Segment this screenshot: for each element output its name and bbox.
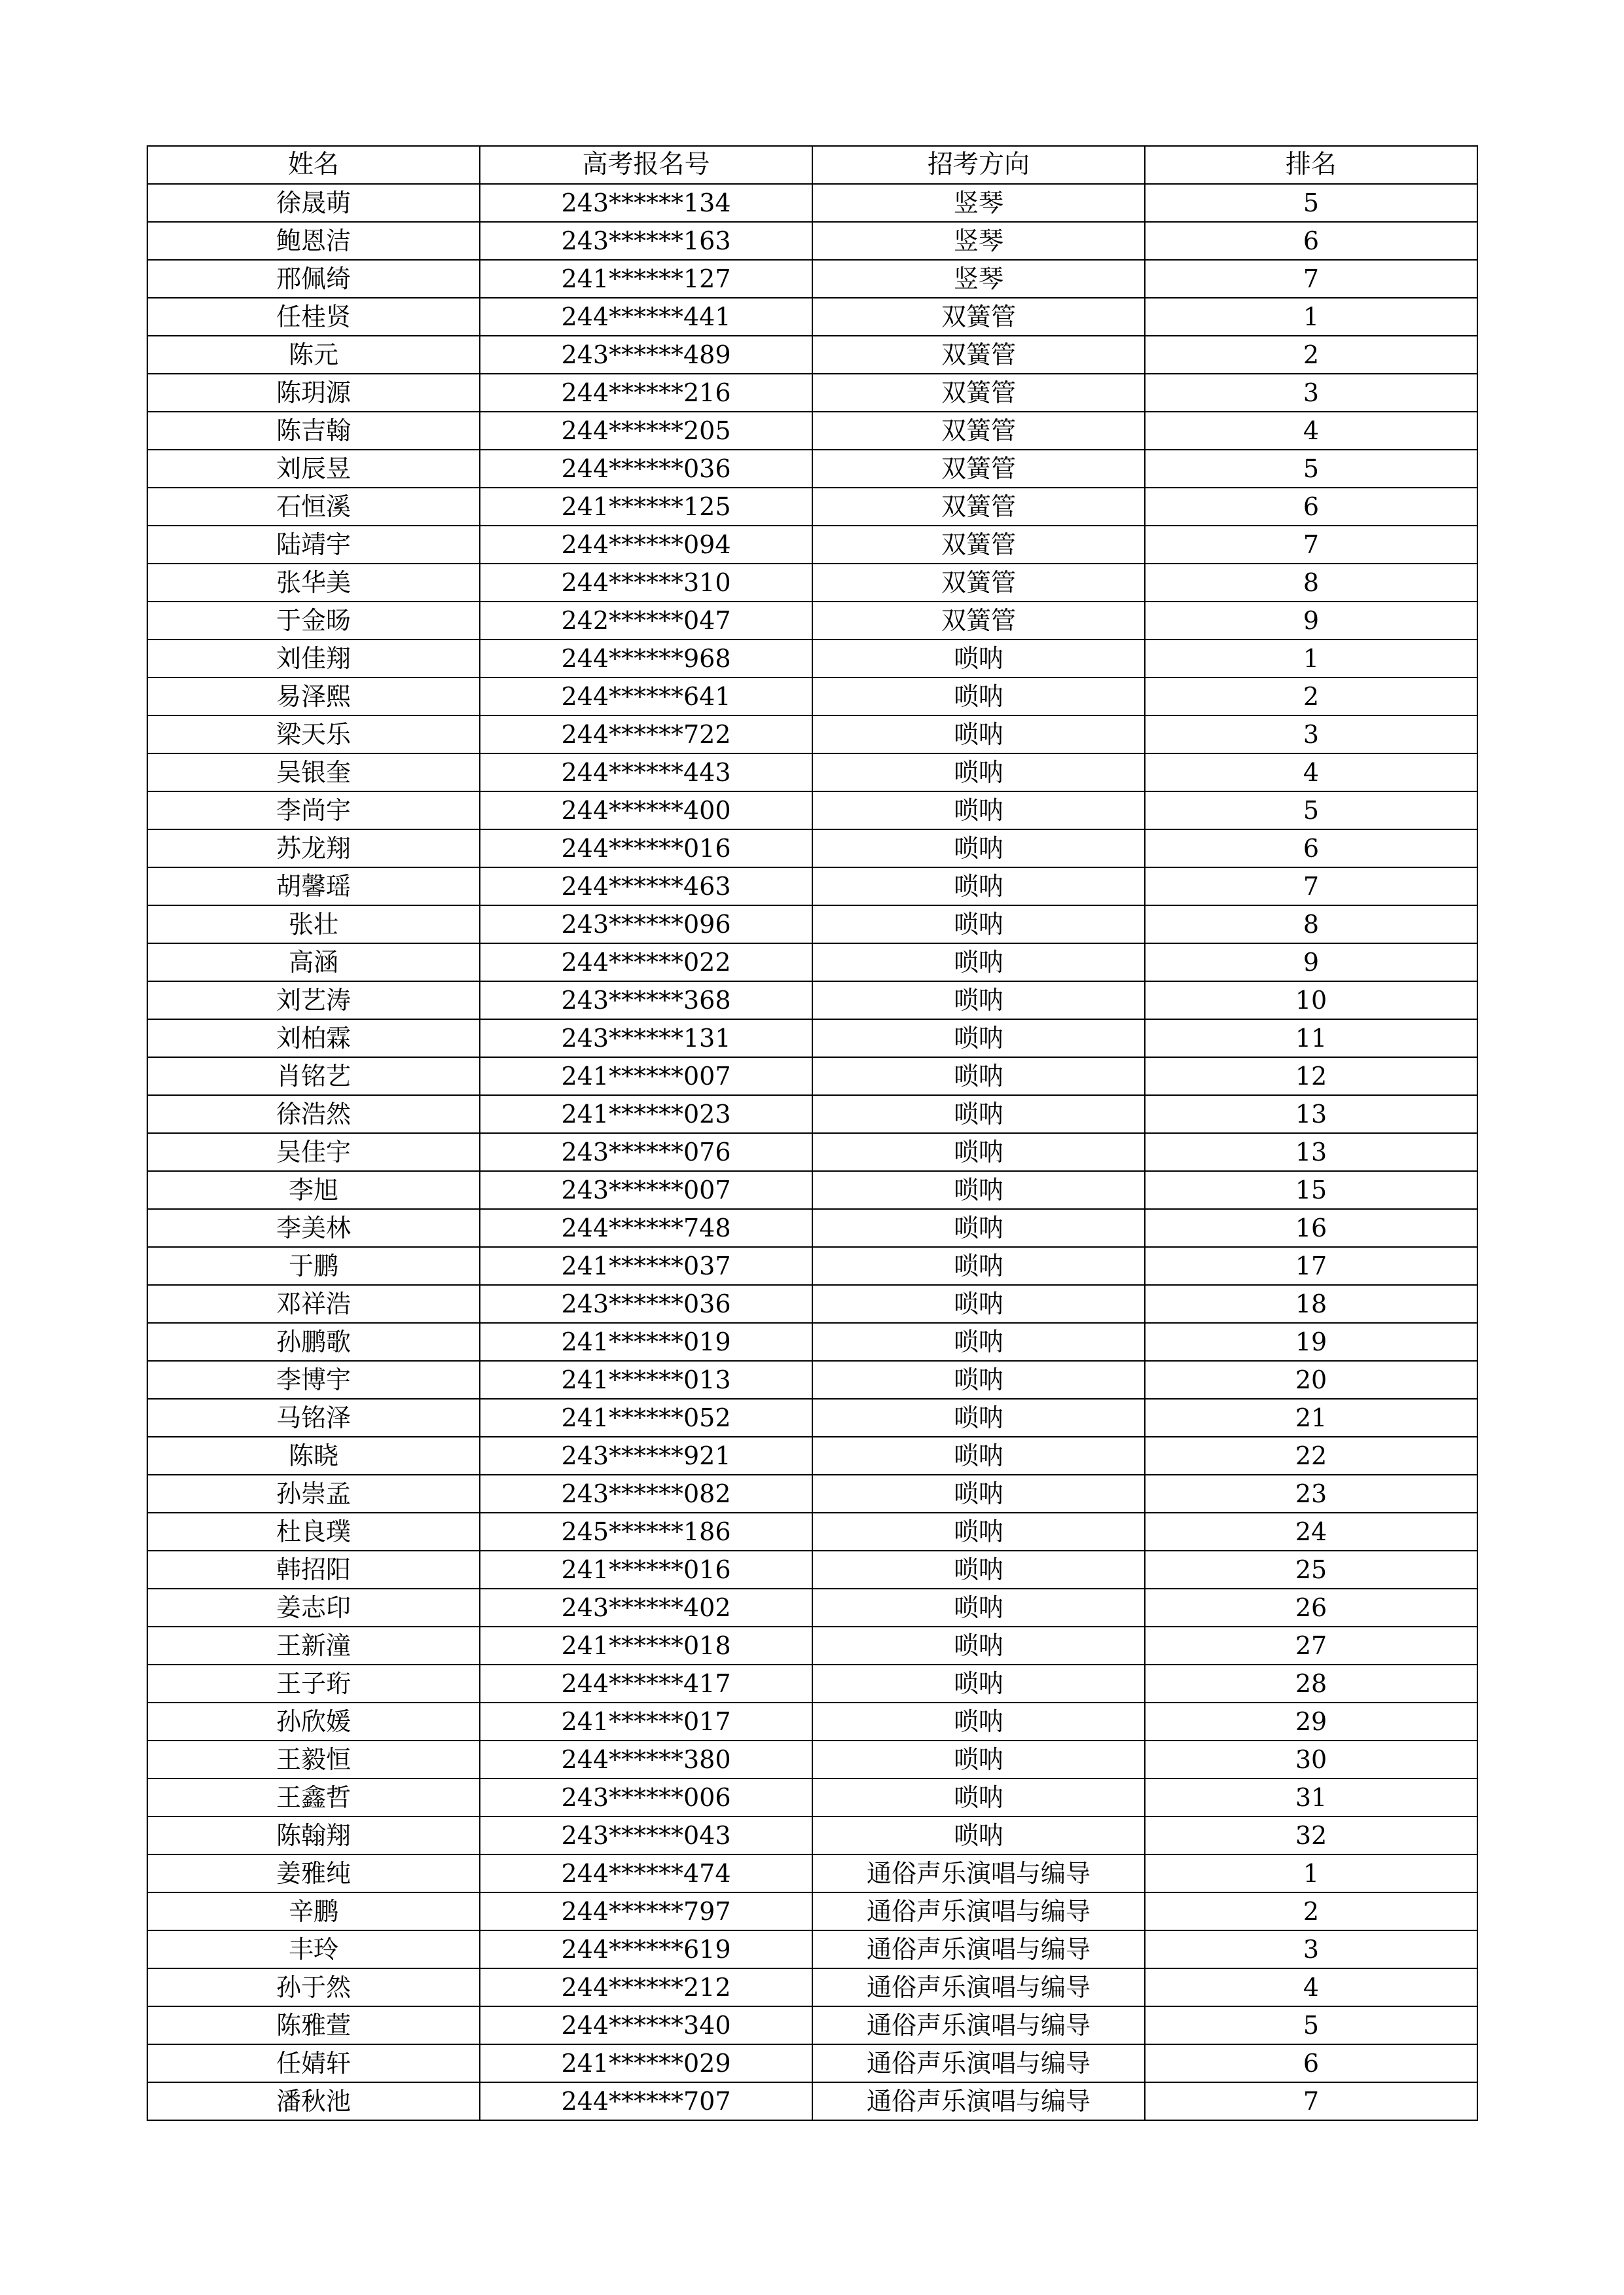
- cell-rank: 16: [1145, 1209, 1477, 1247]
- table-row: [147, 298, 1477, 336]
- cell-rank: 5: [1145, 2006, 1477, 2044]
- cell-direction: 通俗声乐演唱与编导: [812, 1854, 1145, 1892]
- cell-registration-number: 241******023: [480, 1095, 812, 1133]
- cell-registration-number: 245******186: [480, 1513, 812, 1551]
- cell-name: 韩招阳: [147, 1551, 480, 1589]
- cell-rank: 19: [1145, 1323, 1477, 1361]
- cell-direction: 唢呐: [812, 1816, 1145, 1854]
- table-row: [147, 1399, 1477, 1437]
- cell-rank: 2: [1145, 678, 1477, 715]
- cell-direction: 唢呐: [812, 1361, 1145, 1399]
- cell-registration-number: 244******417: [480, 1665, 812, 1703]
- cell-name: 陆靖宇: [147, 526, 480, 564]
- results-table: [147, 145, 1478, 2121]
- cell-rank: 17: [1145, 1247, 1477, 1285]
- cell-name: 于金旸: [147, 602, 480, 640]
- cell-name: 高涵: [147, 943, 480, 981]
- cell-direction: 唢呐: [812, 1703, 1145, 1741]
- cell-registration-number: 244******707: [480, 2082, 812, 2120]
- cell-registration-number: 241******125: [480, 488, 812, 526]
- cell-name: 易泽熙: [147, 678, 480, 715]
- cell-direction: 唢呐: [812, 1589, 1145, 1627]
- cell-registration-number: 244******722: [480, 715, 812, 753]
- table-row: [147, 1171, 1477, 1209]
- cell-direction: 唢呐: [812, 867, 1145, 905]
- cell-registration-number: 243******489: [480, 336, 812, 374]
- cell-rank: 15: [1145, 1171, 1477, 1209]
- cell-registration-number: 244******016: [480, 829, 812, 867]
- table-row: [147, 1133, 1477, 1171]
- cell-rank: 27: [1145, 1627, 1477, 1665]
- cell-name: 潘秋池: [147, 2082, 480, 2120]
- cell-direction: 唢呐: [812, 1285, 1145, 1323]
- cell-name: 孙欣媛: [147, 1703, 480, 1741]
- cell-rank: 6: [1145, 488, 1477, 526]
- cell-rank: 13: [1145, 1133, 1477, 1171]
- cell-registration-number: 244******474: [480, 1854, 812, 1892]
- cell-name: 陈玥源: [147, 374, 480, 412]
- cell-registration-number: 244******463: [480, 867, 812, 905]
- table-row: [147, 602, 1477, 640]
- cell-direction: 唢呐: [812, 1019, 1145, 1057]
- cell-rank: 20: [1145, 1361, 1477, 1399]
- cell-rank: 10: [1145, 981, 1477, 1019]
- cell-name: 陈雅萱: [147, 2006, 480, 2044]
- header-name: 姓名: [147, 146, 480, 184]
- cell-name: 徐浩然: [147, 1095, 480, 1133]
- table-row: [147, 1209, 1477, 1247]
- cell-name: 丰玲: [147, 1930, 480, 1968]
- cell-registration-number: 244******748: [480, 1209, 812, 1247]
- cell-rank: 1: [1145, 298, 1477, 336]
- cell-rank: 3: [1145, 715, 1477, 753]
- cell-name: 王毅恒: [147, 1741, 480, 1779]
- cell-name: 于鹏: [147, 1247, 480, 1285]
- cell-name: 陈翰翔: [147, 1816, 480, 1854]
- cell-registration-number: 244******310: [480, 564, 812, 602]
- table-row: [147, 867, 1477, 905]
- table-row: [147, 1475, 1477, 1513]
- cell-name: 马铭泽: [147, 1399, 480, 1437]
- table-row: [147, 564, 1477, 602]
- cell-registration-number: 244******022: [480, 943, 812, 981]
- cell-rank: 7: [1145, 867, 1477, 905]
- cell-registration-number: 243******921: [480, 1437, 812, 1475]
- table-row: [147, 791, 1477, 829]
- cell-rank: 28: [1145, 1665, 1477, 1703]
- cell-registration-number: 243******006: [480, 1779, 812, 1816]
- cell-rank: 9: [1145, 943, 1477, 981]
- cell-rank: 13: [1145, 1095, 1477, 1133]
- cell-rank: 31: [1145, 1779, 1477, 1816]
- cell-registration-number: 243******076: [480, 1133, 812, 1171]
- cell-registration-number: 244******443: [480, 753, 812, 791]
- table-row: [147, 943, 1477, 981]
- cell-name: 吴银奎: [147, 753, 480, 791]
- cell-registration-number: 244******441: [480, 298, 812, 336]
- cell-direction: 唢呐: [812, 981, 1145, 1019]
- cell-direction: 唢呐: [812, 1247, 1145, 1285]
- cell-registration-number: 244******797: [480, 1892, 812, 1930]
- header-rank: 排名: [1145, 146, 1477, 184]
- cell-name: 陈吉翰: [147, 412, 480, 450]
- cell-name: 姜志印: [147, 1589, 480, 1627]
- cell-direction: 竖琴: [812, 222, 1145, 260]
- table-row: [147, 488, 1477, 526]
- header-exam-registration-number: 高考报名号: [480, 146, 812, 184]
- cell-direction: 唢呐: [812, 1095, 1145, 1133]
- cell-rank: 25: [1145, 1551, 1477, 1589]
- table-row: [147, 1285, 1477, 1323]
- cell-registration-number: 243******036: [480, 1285, 812, 1323]
- cell-registration-number: 242******047: [480, 602, 812, 640]
- cell-registration-number: 243******043: [480, 1816, 812, 1854]
- table-row: [147, 753, 1477, 791]
- cell-direction: 双簧管: [812, 450, 1145, 488]
- table-row: [147, 640, 1477, 678]
- cell-direction: 通俗声乐演唱与编导: [812, 1968, 1145, 2006]
- cell-registration-number: 243******007: [480, 1171, 812, 1209]
- cell-name: 李美林: [147, 1209, 480, 1247]
- cell-rank: 9: [1145, 602, 1477, 640]
- cell-direction: 唢呐: [812, 943, 1145, 981]
- cell-name: 姜雅纯: [147, 1854, 480, 1892]
- cell-name: 鲍恩洁: [147, 222, 480, 260]
- table-row: [147, 526, 1477, 564]
- cell-rank: 12: [1145, 1057, 1477, 1095]
- table-row: [147, 1703, 1477, 1741]
- cell-registration-number: 244******619: [480, 1930, 812, 1968]
- cell-name: 孙于然: [147, 1968, 480, 2006]
- cell-registration-number: 244******340: [480, 2006, 812, 2044]
- cell-name: 刘柏霖: [147, 1019, 480, 1057]
- cell-name: 刘辰昱: [147, 450, 480, 488]
- cell-rank: 6: [1145, 829, 1477, 867]
- table-row: [147, 2044, 1477, 2082]
- cell-direction: 唢呐: [812, 1399, 1145, 1437]
- table-row: [147, 1741, 1477, 1779]
- cell-registration-number: 241******007: [480, 1057, 812, 1095]
- cell-rank: 3: [1145, 374, 1477, 412]
- cell-rank: 6: [1145, 2044, 1477, 2082]
- cell-direction: 唢呐: [812, 1665, 1145, 1703]
- cell-name: 李博宇: [147, 1361, 480, 1399]
- cell-direction: 唢呐: [812, 715, 1145, 753]
- cell-direction: 唢呐: [812, 1209, 1145, 1247]
- table-row: [147, 2006, 1477, 2044]
- cell-rank: 7: [1145, 260, 1477, 298]
- cell-registration-number: 241******029: [480, 2044, 812, 2082]
- table-row: [147, 1057, 1477, 1095]
- table-row: [147, 678, 1477, 715]
- table-row: [147, 222, 1477, 260]
- cell-rank: 5: [1145, 791, 1477, 829]
- cell-name: 刘佳翔: [147, 640, 480, 678]
- cell-direction: 双簧管: [812, 412, 1145, 450]
- cell-rank: 18: [1145, 1285, 1477, 1323]
- table-body: [147, 184, 1477, 2120]
- cell-registration-number: 241******019: [480, 1323, 812, 1361]
- cell-name: 吴佳宇: [147, 1133, 480, 1171]
- cell-registration-number: 241******013: [480, 1361, 812, 1399]
- cell-direction: 双簧管: [812, 526, 1145, 564]
- cell-registration-number: 241******052: [480, 1399, 812, 1437]
- cell-registration-number: 241******037: [480, 1247, 812, 1285]
- cell-direction: 唢呐: [812, 1171, 1145, 1209]
- cell-direction: 唢呐: [812, 1057, 1145, 1095]
- table-row: [147, 2082, 1477, 2120]
- cell-direction: 双簧管: [812, 564, 1145, 602]
- cell-name: 王鑫哲: [147, 1779, 480, 1816]
- cell-registration-number: 244******216: [480, 374, 812, 412]
- cell-name: 张华美: [147, 564, 480, 602]
- cell-rank: 7: [1145, 526, 1477, 564]
- table-row: [147, 1513, 1477, 1551]
- table-row: [147, 1627, 1477, 1665]
- cell-name: 胡馨瑶: [147, 867, 480, 905]
- table-header-row: [147, 146, 1477, 184]
- cell-registration-number: 241******017: [480, 1703, 812, 1741]
- table-row: [147, 1589, 1477, 1627]
- cell-registration-number: 244******205: [480, 412, 812, 450]
- cell-name: 任婧轩: [147, 2044, 480, 2082]
- cell-rank: 11: [1145, 1019, 1477, 1057]
- cell-rank: 23: [1145, 1475, 1477, 1513]
- table-row: [147, 1892, 1477, 1930]
- cell-direction: 唢呐: [812, 1133, 1145, 1171]
- table-row: [147, 184, 1477, 222]
- cell-name: 王子珩: [147, 1665, 480, 1703]
- cell-name: 任桂贤: [147, 298, 480, 336]
- cell-rank: 3: [1145, 1930, 1477, 1968]
- cell-direction: 通俗声乐演唱与编导: [812, 2006, 1145, 2044]
- cell-name: 肖铭艺: [147, 1057, 480, 1095]
- cell-direction: 唢呐: [812, 905, 1145, 943]
- cell-name: 徐晟萌: [147, 184, 480, 222]
- cell-registration-number: 244******094: [480, 526, 812, 564]
- cell-rank: 30: [1145, 1741, 1477, 1779]
- cell-direction: 唢呐: [812, 829, 1145, 867]
- table-row: [147, 715, 1477, 753]
- table-row: [147, 1968, 1477, 2006]
- cell-registration-number: 244******641: [480, 678, 812, 715]
- table-row: [147, 1095, 1477, 1133]
- cell-rank: 4: [1145, 753, 1477, 791]
- cell-registration-number: 244******380: [480, 1741, 812, 1779]
- table-row: [147, 1930, 1477, 1968]
- cell-direction: 双簧管: [812, 602, 1145, 640]
- table-row: [147, 1816, 1477, 1854]
- cell-direction: 唢呐: [812, 753, 1145, 791]
- cell-name: 邓祥浩: [147, 1285, 480, 1323]
- table-row: [147, 260, 1477, 298]
- cell-direction: 双簧管: [812, 298, 1145, 336]
- cell-direction: 通俗声乐演唱与编导: [812, 1892, 1145, 1930]
- cell-rank: 24: [1145, 1513, 1477, 1551]
- cell-rank: 22: [1145, 1437, 1477, 1475]
- cell-direction: 双簧管: [812, 374, 1145, 412]
- table-row: [147, 1361, 1477, 1399]
- cell-direction: 通俗声乐演唱与编导: [812, 1930, 1145, 1968]
- cell-direction: 唢呐: [812, 1627, 1145, 1665]
- cell-name: 刘艺涛: [147, 981, 480, 1019]
- table-row: [147, 1323, 1477, 1361]
- table-row: [147, 905, 1477, 943]
- cell-rank: 5: [1145, 450, 1477, 488]
- cell-registration-number: 244******400: [480, 791, 812, 829]
- cell-registration-number: 241******018: [480, 1627, 812, 1665]
- cell-registration-number: 244******036: [480, 450, 812, 488]
- cell-registration-number: 244******212: [480, 1968, 812, 2006]
- table-row: [147, 1019, 1477, 1057]
- cell-direction: 唢呐: [812, 1437, 1145, 1475]
- cell-rank: 6: [1145, 222, 1477, 260]
- cell-name: 孙崇孟: [147, 1475, 480, 1513]
- table-row: [147, 450, 1477, 488]
- cell-rank: 32: [1145, 1816, 1477, 1854]
- cell-direction: 通俗声乐演唱与编导: [812, 2044, 1145, 2082]
- cell-name: 邢佩绮: [147, 260, 480, 298]
- cell-direction: 唢呐: [812, 1779, 1145, 1816]
- cell-name: 石恒溪: [147, 488, 480, 526]
- cell-rank: 4: [1145, 1968, 1477, 2006]
- cell-direction: 唢呐: [812, 678, 1145, 715]
- cell-registration-number: 243******082: [480, 1475, 812, 1513]
- table-row: [147, 1551, 1477, 1589]
- cell-rank: 2: [1145, 336, 1477, 374]
- cell-registration-number: 243******131: [480, 1019, 812, 1057]
- table-row: [147, 829, 1477, 867]
- table-row: [147, 1437, 1477, 1475]
- cell-direction: 唢呐: [812, 1513, 1145, 1551]
- cell-direction: 唢呐: [812, 1741, 1145, 1779]
- cell-registration-number: 241******016: [480, 1551, 812, 1589]
- cell-registration-number: 241******127: [480, 260, 812, 298]
- cell-direction: 双簧管: [812, 336, 1145, 374]
- cell-rank: 4: [1145, 412, 1477, 450]
- cell-direction: 双簧管: [812, 488, 1145, 526]
- cell-rank: 2: [1145, 1892, 1477, 1930]
- cell-name: 辛鹏: [147, 1892, 480, 1930]
- cell-name: 梁天乐: [147, 715, 480, 753]
- cell-registration-number: 244******968: [480, 640, 812, 678]
- cell-direction: 通俗声乐演唱与编导: [812, 2082, 1145, 2120]
- cell-name: 陈元: [147, 336, 480, 374]
- cell-direction: 唢呐: [812, 640, 1145, 678]
- cell-direction: 唢呐: [812, 791, 1145, 829]
- header-admission-direction: 招考方向: [812, 146, 1145, 184]
- cell-name: 李尚宇: [147, 791, 480, 829]
- cell-direction: 唢呐: [812, 1475, 1145, 1513]
- cell-registration-number: 243******402: [480, 1589, 812, 1627]
- table-row: [147, 1779, 1477, 1816]
- cell-name: 杜良璞: [147, 1513, 480, 1551]
- table-row: [147, 412, 1477, 450]
- cell-rank: 26: [1145, 1589, 1477, 1627]
- cell-direction: 竖琴: [812, 184, 1145, 222]
- cell-rank: 7: [1145, 2082, 1477, 2120]
- cell-rank: 5: [1145, 184, 1477, 222]
- cell-rank: 8: [1145, 564, 1477, 602]
- cell-registration-number: 243******096: [480, 905, 812, 943]
- cell-direction: 唢呐: [812, 1551, 1145, 1589]
- table-row: [147, 336, 1477, 374]
- cell-name: 张壮: [147, 905, 480, 943]
- table-row: [147, 981, 1477, 1019]
- cell-name: 陈晓: [147, 1437, 480, 1475]
- cell-name: 李旭: [147, 1171, 480, 1209]
- cell-name: 苏龙翔: [147, 829, 480, 867]
- cell-rank: 29: [1145, 1703, 1477, 1741]
- cell-name: 孙鹏歌: [147, 1323, 480, 1361]
- cell-rank: 1: [1145, 1854, 1477, 1892]
- table-row: [147, 1247, 1477, 1285]
- table-row: [147, 374, 1477, 412]
- cell-rank: 8: [1145, 905, 1477, 943]
- cell-rank: 21: [1145, 1399, 1477, 1437]
- cell-registration-number: 243******134: [480, 184, 812, 222]
- cell-direction: 唢呐: [812, 1323, 1145, 1361]
- cell-rank: 1: [1145, 640, 1477, 678]
- table-row: [147, 1665, 1477, 1703]
- cell-registration-number: 243******368: [480, 981, 812, 1019]
- cell-direction: 竖琴: [812, 260, 1145, 298]
- cell-name: 王新潼: [147, 1627, 480, 1665]
- cell-registration-number: 243******163: [480, 222, 812, 260]
- table-row: [147, 1854, 1477, 1892]
